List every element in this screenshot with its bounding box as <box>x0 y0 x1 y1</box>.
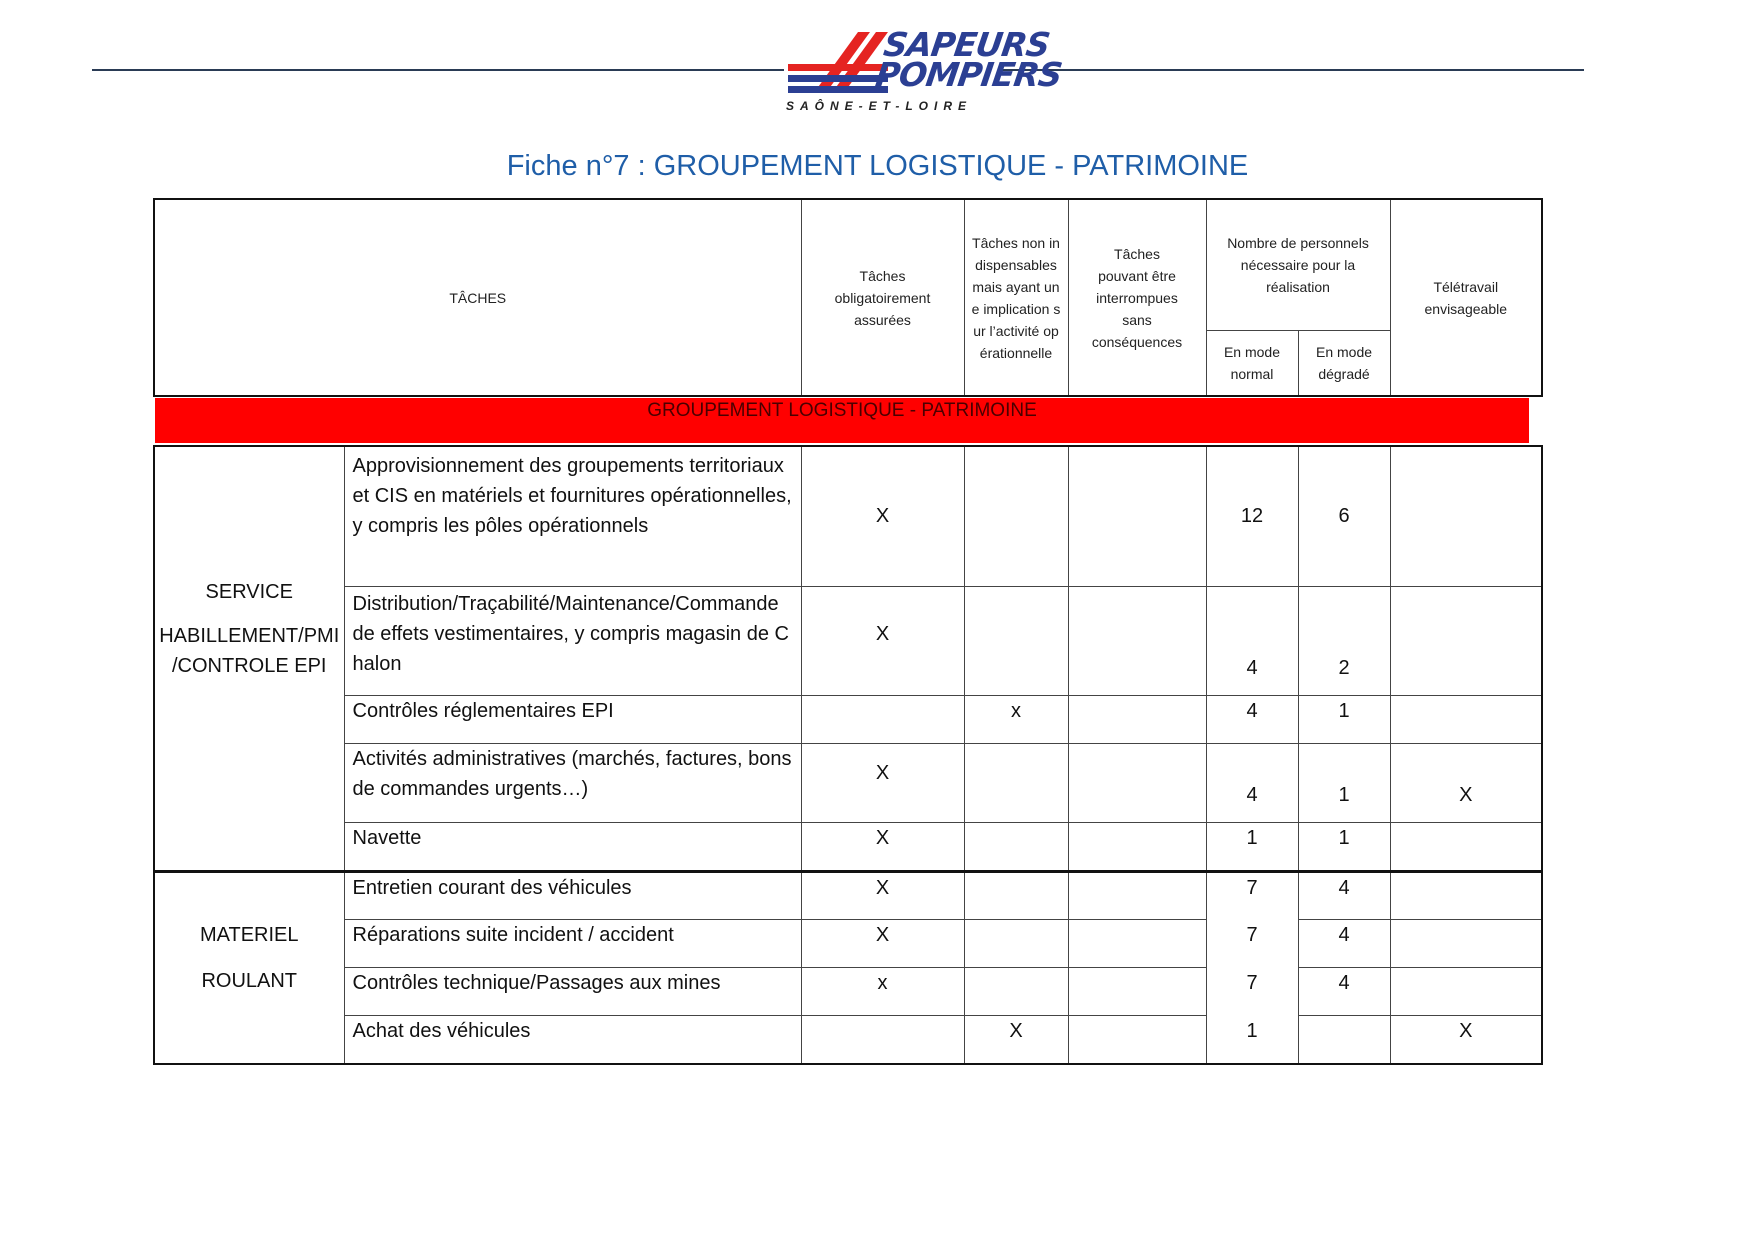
oblig-cell: X <box>801 822 964 871</box>
table-row <box>154 446 1542 586</box>
non-indisp-cell <box>964 920 1068 968</box>
degrade-count-cell: 4 <box>1298 920 1390 968</box>
header-rule-right <box>998 69 1584 71</box>
column-header-table <box>153 198 1543 397</box>
tele-cell <box>1390 446 1542 586</box>
service-name-line2: HABILLEMENT/PMI /CONTROLE EPI <box>159 624 340 677</box>
oblig-cell: X <box>801 446 964 586</box>
logo-word-sapeurs: SAPEURS <box>881 25 1052 64</box>
degrade-count-cell: 1 <box>1298 743 1390 822</box>
col-header-obligatoires: Tâches obligatoirement assurées <box>801 199 964 396</box>
tele-cell <box>1390 968 1542 1016</box>
degrade-count-cell: 1 <box>1298 822 1390 871</box>
non-indisp-cell <box>964 446 1068 586</box>
tele-cell <box>1390 872 1542 920</box>
tele-cell <box>1390 822 1542 871</box>
group-table-materiel-roulant <box>153 870 1543 1065</box>
tele-cell: X <box>1390 1016 1542 1064</box>
degrade-count-cell: 4 <box>1298 872 1390 920</box>
service-cell <box>154 872 344 1065</box>
interr-cell <box>1068 586 1206 695</box>
task-label: Contrôles réglementaires EPI <box>344 695 801 743</box>
interr-cell <box>1068 872 1206 920</box>
tele-cell: X <box>1390 743 1542 822</box>
oblig-cell <box>801 1016 964 1064</box>
table-row <box>154 872 1542 920</box>
task-label: Activités administratives (marchés, factures, bons de commandes urgents…) <box>344 743 801 822</box>
normal-count-cell: 7 <box>1206 968 1298 1016</box>
task-label: Navette <box>344 822 801 871</box>
degrade-count-cell <box>1298 1016 1390 1064</box>
col-header-nombre-personnels: Nombre de personnels nécessaire pour la réalisation <box>1206 199 1390 330</box>
non-indisp-cell <box>964 968 1068 1016</box>
service-name-line1: MATERIEL <box>199 924 299 946</box>
normal-count-cell: 7 <box>1206 872 1298 920</box>
task-label: Entretien courant des véhicules <box>344 872 801 920</box>
oblig-cell: X <box>801 872 964 920</box>
table-row <box>154 586 1542 695</box>
task-label: Réparations suite incident / accident <box>344 920 801 968</box>
service-name-line1: SERVICE <box>205 580 293 603</box>
degrade-count-cell: 2 <box>1298 586 1390 695</box>
tele-cell <box>1390 920 1542 968</box>
table-row <box>154 920 1542 968</box>
col-header-interrompues: Tâches pouvant être interrompues sans conséquences <box>1068 199 1206 396</box>
logo-subtitle: SAÔNE-ET-LOIRE <box>786 99 973 113</box>
col-header-non-indispensables: Tâches non indispensables mais ayant une implication sur l’activité opérationnelle <box>964 199 1068 396</box>
page-title: Fiche n°7 : GROUPEMENT LOGISTIQUE - PATRIMOINE <box>506 150 1249 182</box>
degrade-count-cell: 1 <box>1298 695 1390 743</box>
col-header-mode-degrade: En mode dégradé <box>1298 330 1390 396</box>
interr-cell <box>1068 920 1206 968</box>
tele-cell <box>1390 695 1542 743</box>
non-indisp-cell: X <box>964 1016 1068 1064</box>
oblig-cell: x <box>801 968 964 1016</box>
task-label: Contrôles technique/Passages aux mines <box>344 968 801 1016</box>
normal-count-cell: 4 <box>1206 695 1298 743</box>
non-indisp-cell <box>964 872 1068 920</box>
normal-count-cell: 7 <box>1206 920 1298 968</box>
header-rule-left <box>92 69 784 71</box>
oblig-cell: X <box>801 743 964 822</box>
non-indisp-cell: x <box>964 695 1068 743</box>
table-row <box>154 695 1542 743</box>
degrade-count-cell: 4 <box>1298 968 1390 1016</box>
normal-count-cell: 4 <box>1206 586 1298 695</box>
oblig-cell <box>801 695 964 743</box>
logo-word-pompiers: POMPIERS <box>873 55 1065 94</box>
service-cell <box>154 446 344 871</box>
oblig-cell: X <box>801 586 964 695</box>
normal-count-cell: 1 <box>1206 822 1298 871</box>
interr-cell <box>1068 822 1206 871</box>
sdis-logo <box>786 24 1065 116</box>
interr-cell <box>1068 743 1206 822</box>
table-row <box>154 968 1542 1016</box>
interr-cell <box>1068 446 1206 586</box>
col-header-taches: TÂCHES <box>154 199 801 396</box>
col-header-mode-normal: En mode normal <box>1206 330 1298 396</box>
group-table-habillement <box>153 445 1543 872</box>
interr-cell <box>1068 695 1206 743</box>
table-row <box>154 743 1542 822</box>
task-label: Approvisionnement des groupements territoriaux et CIS en matériels et fournitures opérationnelles, y compris les pôles opérationnels <box>344 446 801 586</box>
normal-count-cell: 12 <box>1206 446 1298 586</box>
col-header-teletravail: Télétravail envisageable <box>1390 199 1542 396</box>
task-label: Achat des véhicules <box>344 1016 801 1064</box>
normal-count-cell: 1 <box>1206 1016 1298 1064</box>
oblig-cell: X <box>801 920 964 968</box>
degrade-count-cell: 6 <box>1298 446 1390 586</box>
non-indisp-cell <box>964 822 1068 871</box>
task-label: Distribution/Traçabilité/Maintenance/Commande de effets vestimentaires, y compris magasin de Chalon <box>344 586 801 695</box>
table-row <box>154 1016 1542 1064</box>
interr-cell <box>1068 968 1206 1016</box>
interr-cell <box>1068 1016 1206 1064</box>
non-indisp-cell <box>964 743 1068 822</box>
table-row <box>154 822 1542 871</box>
service-name-line2: ROULANT <box>201 970 298 992</box>
normal-count-cell: 4 <box>1206 743 1298 822</box>
section-band: GROUPEMENT LOGISTIQUE - PATRIMOINE <box>155 398 1529 443</box>
tele-cell <box>1390 586 1542 695</box>
non-indisp-cell <box>964 586 1068 695</box>
